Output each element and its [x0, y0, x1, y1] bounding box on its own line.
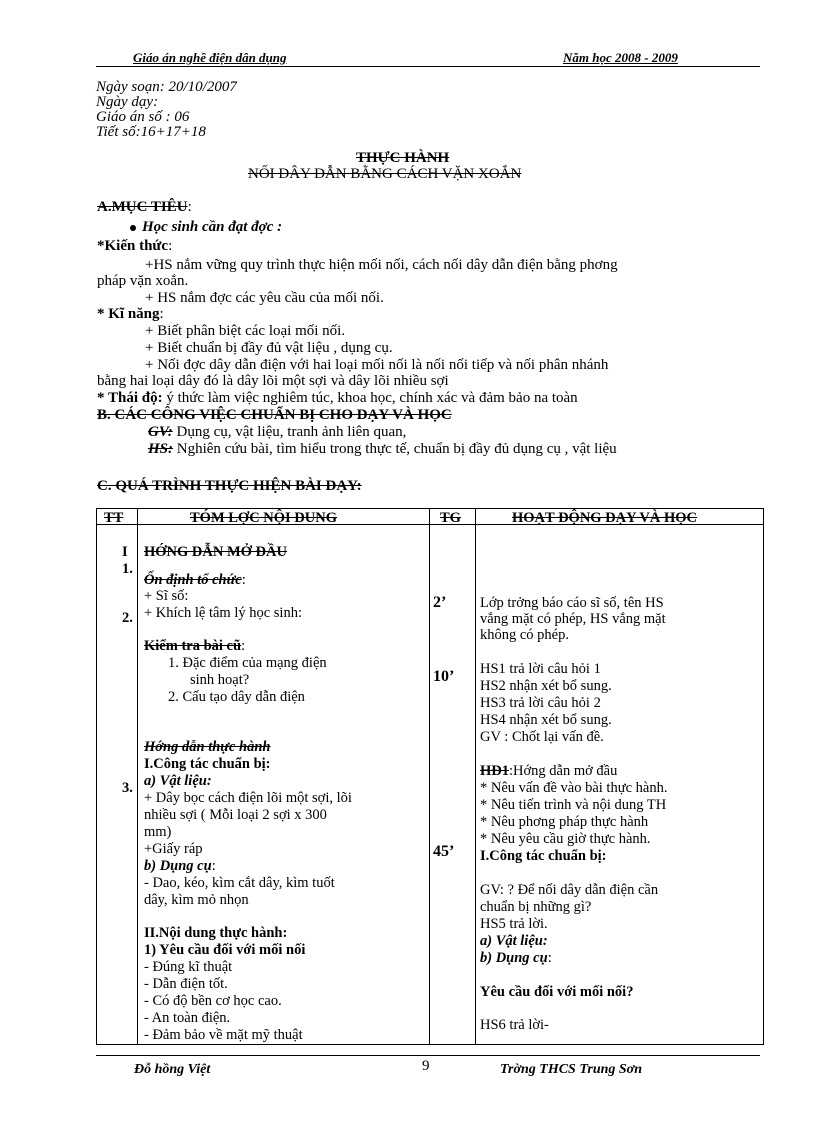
page-number: 9: [422, 1058, 430, 1074]
kien-thuc-1-line1: +HS nắm vững quy trình thực hiện mối nối, cách nối dây dẫn điện bằng phơng: [145, 257, 618, 273]
content-q1-line1: 1. Đặc điểm của mạng điện: [168, 655, 327, 671]
content-vat-lieu: a) Vật liệu:: [144, 773, 212, 789]
kien-thuc-1-line2: pháp vặn xoắn.: [97, 273, 189, 289]
act-hd1: [480, 764, 617, 778]
on-dinh-colon: :: [241, 572, 246, 588]
act-a3: HS2 nhận xét bổ sung.: [480, 678, 612, 694]
content-dung-cu: [144, 859, 216, 873]
tt-i: I: [122, 544, 128, 560]
kiem-tra-label: Kiểm tra bài cũ: [144, 638, 242, 654]
kien-thuc-heading: [97, 239, 172, 254]
content-yc3: - Có độ bền cơ học cao.: [144, 993, 282, 1009]
section-b-heading: B. CÁC CÔNG VIỆC CHUẨN BỊ CHO DẠY VÀ HỌC: [97, 407, 452, 423]
content-yc4: - An toàn điện.: [144, 1010, 231, 1026]
act-a6: GV : Chốt lại vấn đề.: [480, 729, 604, 745]
act-a10: * Nêu yêu cầu giờ thực hành.: [480, 831, 651, 847]
thai-do: [97, 391, 578, 406]
content-q1-line2: sinh hoạt?: [190, 672, 250, 688]
act-dung-cu: [480, 951, 552, 965]
act-a5: HS4 nhận xét bổ sung.: [480, 712, 612, 728]
ki-nang-heading: [97, 307, 164, 322]
content-yc1: - Đúng kĩ thuật: [144, 959, 233, 975]
ki-nang-3-line2: bằng hai loại dây đó là dây lõi một sợi và dây lõi nhiều sợi: [97, 373, 449, 389]
th-tt: TT: [104, 510, 124, 526]
ngay-soan: Ngày soạn: 20/10/2007: [96, 79, 237, 95]
content-giay-rap: +Giấy ráp: [144, 841, 203, 857]
tt-2: 2.: [122, 610, 133, 626]
content-yc5: - Đảm bảo về mặt mỹ thuật: [144, 1027, 303, 1043]
act-a8: * Nêu tiến trình và nội dung TH: [480, 797, 667, 813]
content-kiem-tra: [144, 639, 245, 653]
act-dung-cu-colon: :: [547, 950, 552, 966]
th-tg: TG: [440, 510, 461, 526]
kien-thuc-2: + HS nắm đợc các yêu cầu của mối nối.: [145, 290, 384, 306]
kien-thuc-colon: :: [168, 238, 173, 254]
content-noi-dung: II.Nội dung thực hành:: [144, 925, 288, 941]
footer-left: Đỗ hồng Việt: [134, 1062, 211, 1077]
act-gv-q-line1: GV: ? Để nối dây dẫn điện cần: [480, 882, 659, 898]
th-noi-dung: TÓM LỢC NỘI DUNG: [190, 510, 338, 526]
footer-right: Trờng THCS Trung Sơn: [500, 1062, 642, 1077]
dung-cu-label: b) Dụng cụ: [144, 858, 212, 874]
hs-label: HS:: [148, 441, 174, 457]
dung-cu-colon: :: [211, 858, 216, 874]
content-dc1-line1: - Dao, kéo, kìm cắt dây, kìm tuốt: [144, 875, 335, 891]
act-vat-lieu: a) Vật liệu:: [480, 933, 548, 949]
hs-text: Nghiên cứu bài, tìm hiểu trong thực tế, chuẩn bị đầy đủ dụng cụ , vật liệu: [173, 441, 617, 457]
act-gv-q-line2: chuẩn bị những gì?: [480, 899, 592, 915]
hd1-label: HĐ1: [480, 763, 509, 779]
ki-nang-3-line1: + Nối đợc dây dẫn điện với hai loại mối nối là nối nối tiếp và nối phân nhánh: [145, 357, 609, 373]
content-si-so: + Sĩ số:: [144, 588, 189, 604]
page-subtitle: NỐI DÂY DẪN BẰNG CÁCH VẶN XOẮN: [248, 166, 522, 182]
gv-line: [148, 425, 406, 440]
act-hs6: HS6 trả lời-: [480, 1017, 549, 1033]
thai-do-label: * Thái độ:: [97, 390, 163, 406]
content-cong-tac: I.Công tác chuẩn bị:: [144, 756, 271, 772]
gv-label: GV:: [148, 424, 173, 440]
page-title: THỰC HÀNH: [356, 150, 450, 166]
tg-10: 10’: [433, 668, 455, 685]
section-a-colon: :: [187, 199, 192, 215]
kien-thuc-label: *Kiến thức: [97, 238, 169, 254]
act-dung-cu-label: b) Dụng cụ: [480, 950, 548, 966]
content-huong-dan-mo-dau: HỚNG DẪN MỞ ĐẦU: [144, 544, 287, 560]
content-vl1-line1: + Dây bọc cách điện lõi một sợi, lõi: [144, 790, 352, 806]
ki-nang-colon: :: [159, 306, 164, 322]
tg-2: 2’: [433, 594, 447, 611]
giao-an-so: Giáo án số : 06: [96, 109, 190, 125]
act-a4: HS3 trả lời câu hỏi 2: [480, 695, 601, 711]
section-c-heading: C. QUÁ TRÌNH THỰC HIỆN BÀI DẠY:: [97, 478, 362, 494]
ngay-day: Ngày dạy:: [96, 94, 159, 110]
col-divider-2: [429, 509, 430, 1044]
header-right: Năm học 2008 - 2009: [563, 50, 678, 65]
tt-1: 1.: [122, 561, 133, 577]
col-divider-1: [137, 509, 138, 1044]
content-khich-le: + Khích lệ tâm lý học sinh:: [144, 605, 302, 621]
content-vl1-line3: mm): [144, 824, 172, 840]
act-hs5: HS5 trả lời.: [480, 916, 548, 932]
section-a-title: A.MỤC TIÊU: [97, 199, 188, 215]
thai-do-text: ý thức làm việc nghiêm túc, khoa học, chính xác và đảm bảo na toàn: [162, 390, 578, 406]
content-on-dinh: [144, 573, 246, 587]
header-rule: [96, 66, 760, 67]
act-a1-line2: vắng mặt có phép, HS vắng mặt: [480, 611, 666, 627]
gv-text: Dụng cụ, vật liệu, tranh ảnh liên quan,: [172, 424, 407, 440]
section-a-heading: [97, 200, 192, 215]
tg-45: 45’: [433, 843, 455, 860]
act-a1-line1: Lớp trởng báo cáo sĩ số, tên HS: [480, 595, 664, 611]
content-huong-dan-th: Hớng dẫn thực hành: [144, 739, 271, 755]
content-yc2: - Dẫn điện tốt.: [144, 976, 228, 992]
on-dinh-label: Ổn định tổ chức: [144, 572, 242, 588]
tt-3: 3.: [122, 780, 133, 796]
col-divider-3: [475, 509, 476, 1044]
header-left: Giáo án nghề điện dân dụng: [133, 50, 287, 65]
hd1-text: :Hớng dẫn mở đầu: [509, 763, 618, 779]
act-a2: HS1 trả lời câu hỏi 1: [480, 661, 601, 677]
content-dc1-line2: dây, kìm mỏ nhọn: [144, 892, 249, 908]
content-vl1-line2: nhiều sợi ( Mỗi loại 2 sợi x 300: [144, 807, 327, 823]
th-hoat-dong: HOẠT ĐỘNG DẠY VÀ HỌC: [512, 510, 698, 526]
bullet-icon: [130, 225, 136, 231]
kiem-tra-colon: :: [241, 638, 246, 654]
bullet-text: Học sinh cần đạt đợc :: [142, 219, 283, 235]
ki-nang-1: + Biết phân biệt các loại mối nối.: [145, 323, 346, 339]
act-a7: * Nêu vấn đề vào bài thực hành.: [480, 780, 668, 796]
act-a9: * Nêu phơng pháp thực hành: [480, 814, 649, 830]
tiet-so: Tiết số:16+17+18: [96, 124, 206, 140]
content-q2: 2. Cấu tạo dây dẫn điện: [168, 689, 305, 705]
bullet-hoc-sinh: [130, 220, 282, 235]
ki-nang-2: + Biết chuẩn bị đầy đủ vật liệu , dụng cụ.: [145, 340, 393, 356]
content-yeu-cau: 1) Yêu cầu đối với mối nối: [144, 942, 306, 958]
act-a1-line3: không có phép.: [480, 627, 569, 643]
act-yeu-cau-q: Yêu cầu đối với mối nối?: [480, 984, 634, 1000]
hs-line: [148, 442, 617, 457]
footer-rule: [96, 1055, 760, 1056]
ki-nang-label: * Kĩ năng: [97, 306, 160, 322]
act-cong-tac: I.Công tác chuẩn bị:: [480, 848, 607, 864]
